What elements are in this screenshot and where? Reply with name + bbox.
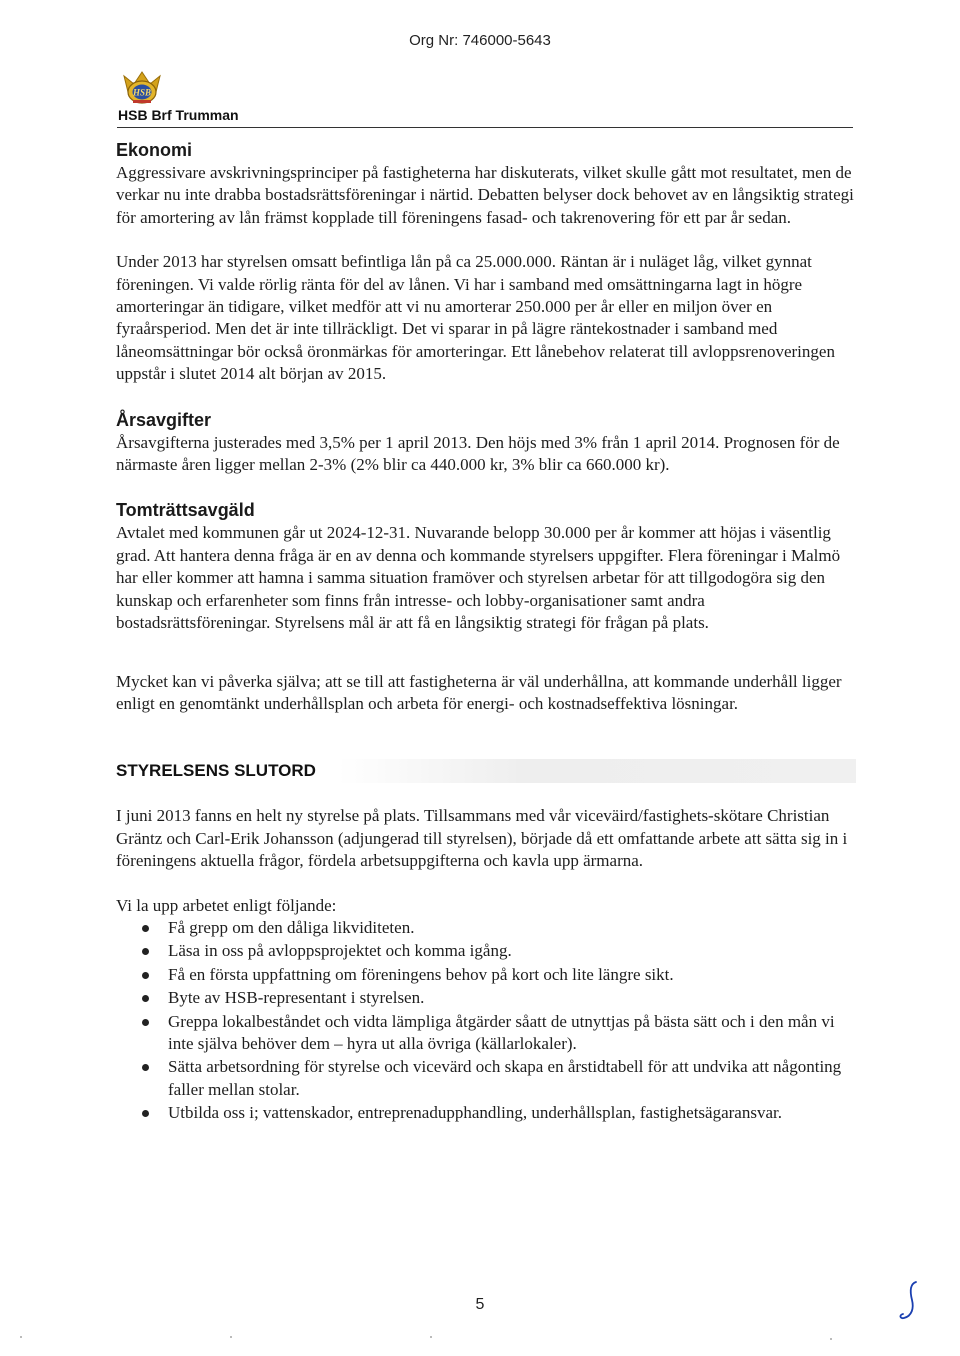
list-item	[116, 1102, 856, 1124]
bullet-icon	[142, 1064, 149, 1071]
bullet-icon	[142, 948, 149, 955]
tomtratt-paragraph-2: Mycket kan vi påverka själva; att se till att fastigheterna är väl underhållna, att kommande underhåll ligger enligt en genomtänkt underhållsplan och arbeta för energi- och kostnadseffektiva lösningar.	[116, 671, 842, 713]
list-item-text: Läsa in oss på avloppsprojektet och komma igång.	[168, 941, 512, 961]
bullet-icon	[142, 925, 149, 932]
section-heading-tomtratt: Tomträttsavgäld	[116, 500, 255, 521]
slutord-paragraph-2: Vi la upp arbetet enligt följande:	[116, 895, 337, 915]
list-item-text: Byte av HSB-representant i styrelsen.	[168, 988, 425, 1008]
list-item	[116, 940, 856, 962]
bullet-icon	[142, 972, 149, 979]
list-item	[116, 917, 856, 939]
svg-text:HSB: HSB	[132, 87, 152, 98]
ekonomi-paragraph-2: Under 2013 har styrelsen omsatt befintliga lån på ca 25.000.000. Räntan är i nuläget låg, vilket gynnat föreningen. Vi valde rörlig ränta för del av lånen. Vi har i samband med omsättningarna lagt in högre amorteringar än tidigare, vilket medför att vi nu amorterar 250.000 per år eller en miljon över en fyraårsperiod. Men det är inte tillräckligt. Det vi sparar in på lägre räntekostnader i samband med låneomsättningar bör också öronmärkas för amorteringar. Ett lånebehov relaterat till avloppsrenoveringen uppstår i slutet 2014 alt början av 2015.	[116, 252, 835, 384]
arsavgifter-paragraph: Årsavgifterna justerades med 3,5% per 1 april 2013. Den höjs med 3% från 1 april 2014. Prognosen för de närmaste åren ligger mellan 2-3% (2% blir ca 440.000 kr, 3% blir ca 660.000 kr).	[116, 432, 840, 475]
hsb-logo-icon	[120, 66, 164, 106]
brand-name: HSB Brf Trumman	[118, 107, 239, 123]
section-heading-slutord: STYRELSENS SLUTORD	[116, 759, 856, 783]
bullet-icon	[142, 1019, 149, 1026]
list-item	[116, 1011, 856, 1056]
page-number: 5	[475, 1296, 485, 1313]
list-item	[116, 1056, 856, 1101]
list-item-text: Utbilda oss i; vattenskador, entreprenadupphandling, underhållsplan, fastighetsägaransvar.	[168, 1103, 782, 1123]
tomtratt-paragraph-1: Avtalet med kommunen går ut 2024-12-31. Nuvarande belopp 30.000 per år kommer att höjas i väsentlig grad. Att hantera denna fråga är en av denna och kommande styrelsers uppgifter. Flera föreningar i Malmö har eller kommer att hamna i samma situation framöver och styrelsen arbetar för att tillgodogöra sig den kunskap och erfarenheter som finns från intresse- och lobby-organisationer samt andra bostadsrättsföreningar. Styrelsens mål är att få en långsiktig strategi för frågan på plats.	[116, 523, 841, 633]
list-item-text: Få en första uppfattning om föreningens behov på kort och lite längre sikt.	[168, 964, 674, 984]
list-item-text: Få grepp om den dåliga likviditeten.	[168, 917, 415, 937]
org-number: Org Nr: 746000-5643	[409, 32, 551, 49]
section-heading-ekonomi: Ekonomi	[116, 140, 193, 160]
list-item	[116, 964, 856, 986]
list-item-text: Greppa lokalbeståndet och vidta lämpliga åtgärder såatt de utnyttjas på bästa sätt och i den mån vi inte själva behöver dem – hyra ut alla övriga (källarlokaler).	[168, 1011, 835, 1053]
signature-mark-icon	[896, 1278, 926, 1322]
list-item-text: Sätta arbetsordning för styrelse och vicevärd och skapa en årstidtabell för att undvika att någonting faller mellan stolar.	[168, 1057, 842, 1099]
work-plan-list	[116, 917, 856, 1125]
ekonomi-paragraph-1: Aggressivare avskrivningsprinciper på fastigheterna har diskuterats, vilket skulle gått mot resultatet, men de verkar nu inte drabba bostadsrättsföreningar i närtid. Debatten belyser dock behovet av en långsiktig strategi för amortering av lån främst kopplade till föreningens fasad- och takrenovering för ett par år sedan.	[116, 163, 854, 227]
section-heading-arsavgifter: Årsavgifter	[116, 409, 212, 430]
list-item	[116, 987, 856, 1009]
document-body	[116, 138, 856, 1126]
header-rule	[117, 127, 853, 128]
bullet-icon	[142, 995, 149, 1002]
slutord-paragraph-1: I juni 2013 fanns en helt ny styrelse på plats. Tillsammans med vår viceväird/fastighets-skötare Christian Gräntz och Carl-Erik Johansson (adjungerad till styrelsen), började då ett omfattande arbete att sätta sig in i föreningens aktuella frågor, fördela arbetsuppgifterna och kavla upp ärmarna.	[116, 806, 848, 871]
bullet-icon	[142, 1110, 149, 1117]
